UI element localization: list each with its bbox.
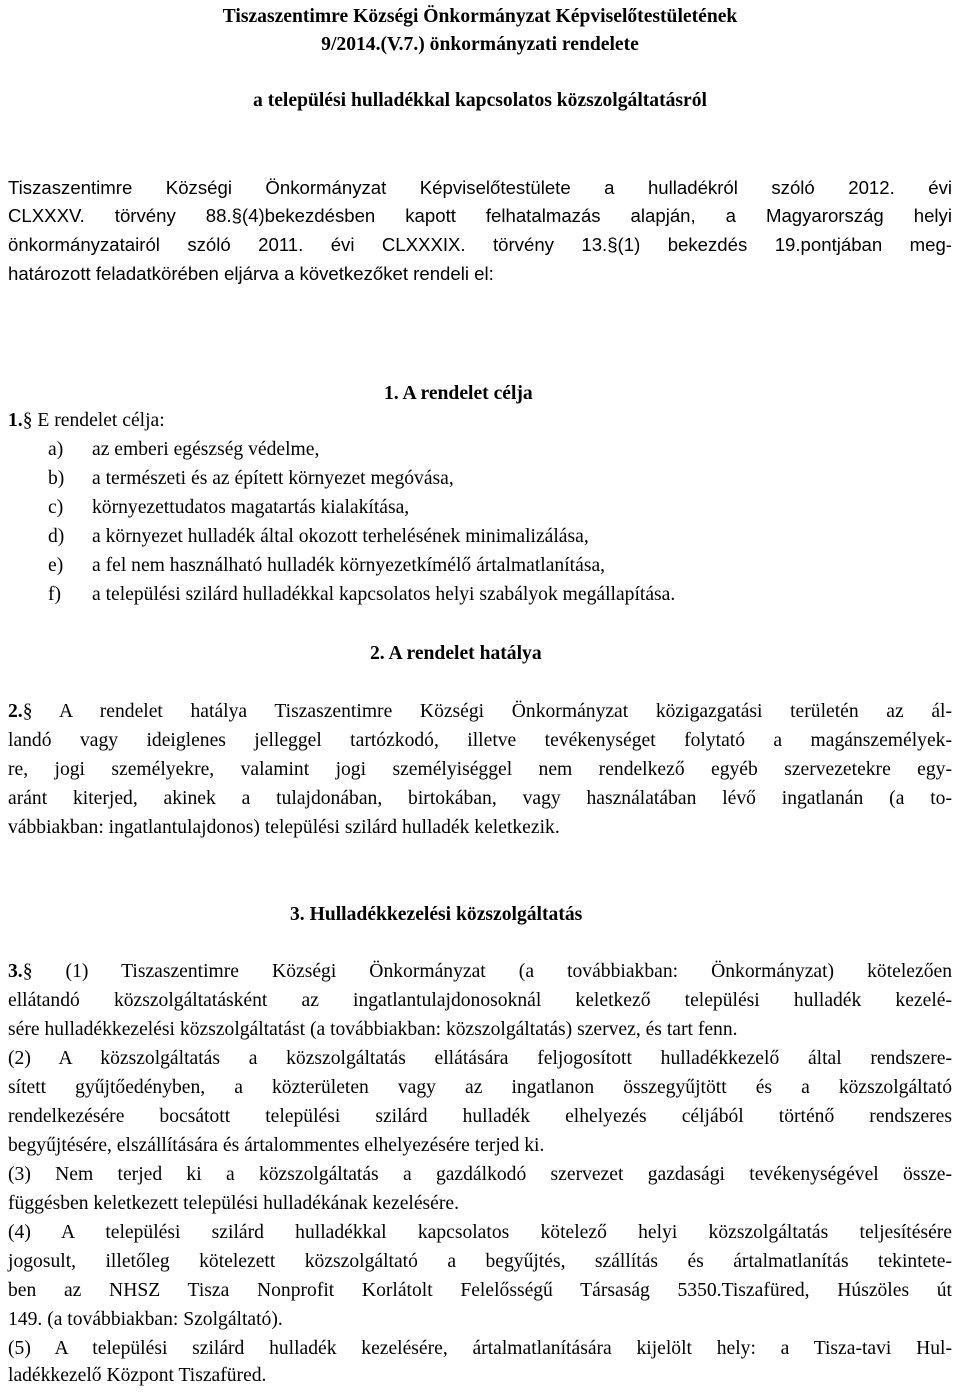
section-2-line: re, jogi személyekre, valamint jogi személyiséggel nem rendelkező egyéb szervezetekre egy- xyxy=(8,759,952,780)
section-3-line: rendelkezésére bocsátott települési szilárd hulladék elhelyezés céljából történő rendszeres xyxy=(8,1106,952,1127)
section-2-line xyxy=(8,698,952,726)
preamble-line: Tiszaszentimre Községi Önkormányzat Képviselőtestülete a hulladékról szóló 2012. évi xyxy=(8,177,952,198)
list-item-text: a fel nem használható hulladék környezetkímélő ártalmatlanítása, xyxy=(92,555,606,576)
section-3-line: 149. (a továbbiakban: Szolgáltató). xyxy=(8,1309,283,1330)
list-item-letter: b) xyxy=(48,468,65,489)
section-3-line: (4) A települési szilárd hulladékkal kapcsolatos kötelező helyi közszolgáltatás teljesítésére xyxy=(8,1222,952,1243)
section-3-heading: 3. Hulladékkezelési közszolgáltatás xyxy=(290,904,583,925)
list-item-text: a környezet hulladék által okozott terhelésének minimalizálása, xyxy=(92,526,589,547)
list-item-letter: d) xyxy=(48,526,65,547)
section-3-line: ellátandó közszolgáltatásként az ingatlantulajdonosoknál keletkező települési hulladék kezelé- xyxy=(8,990,952,1011)
title-line-3: a települési hulladékkal kapcsolatos közszolgáltatásról xyxy=(253,90,707,111)
section-3-line: (2) A közszolgáltatás a közszolgáltatás ellátására feljogosított hulladékkezelő által rendszere- xyxy=(8,1048,952,1069)
section-3-line: jogosult, illetőleg kötelezett közszolgáltató a begyűjtés, szállítás és ártalmatlanítás tekintete- xyxy=(8,1251,952,1272)
section-3-line xyxy=(8,958,952,986)
list-item-letter: f) xyxy=(48,584,62,605)
paragraph-text: § A rendelet hatálya Tiszaszentimre Községi Önkormányzat közigazgatási területén az ál- xyxy=(22,701,952,722)
list-item-text: a természeti és az épített környezet megóvása, xyxy=(92,468,454,489)
list-item-letter: e) xyxy=(48,555,64,576)
preamble-line: CLXXXV. törvény 88.§(4)bekezdésben kapott felhatalmazás alapján, a Magyarország helyi xyxy=(8,205,952,226)
section-1-paragraph xyxy=(8,407,165,435)
section-2-line: landó vagy ideiglenes jelleggel tartózkodó, illetve tevékenységet folytató a magánszemélyek- xyxy=(8,730,952,751)
section-3-line: (5) A települési szilárd hulladék kezelésére, ártalmatlanítására kijelölt hely: a Tisza-tavi Hul- xyxy=(8,1338,952,1359)
section-1-heading: 1. A rendelet célja xyxy=(384,383,533,404)
paragraph-number: 2. xyxy=(8,701,23,722)
section-3-line: függésben keletkezett települési hulladékának kezelésére. xyxy=(8,1193,459,1214)
section-3-line: begyűjtésére, elszállítására és ártalommentes elhelyezésére terjed ki. xyxy=(8,1135,545,1156)
title-line-1: Tiszaszentimre Községi Önkormányzat Képviselőtestületének xyxy=(222,6,738,27)
section-3-line: sített gyűjtőedényben, a közterületen vagy az ingatlanon összegyűjtött és a közszolgáltató xyxy=(8,1077,952,1098)
paragraph-text: § (1) Tiszaszentimre Községi Önkormányzat (a továbbiakban: Önkormányzat) kötelezően xyxy=(22,961,952,982)
section-3-line: (3) Nem terjed ki a közszolgáltatás a gazdálkodó szervezet gazdasági tevékenységével össze- xyxy=(8,1164,952,1185)
preamble-line: önkormányzatairól szóló 2011. évi CLXXXIX. törvény 13.§(1) bekezdés 19.pontjában meg- xyxy=(8,234,952,255)
title-line-2: 9/2014.(V.7.) önkormányzati rendelete xyxy=(321,34,639,55)
section-3-line: sére hulladékkezelési közszolgáltatást (a továbbiakban: közszolgáltatás) szervez, és tart fenn. xyxy=(8,1019,738,1040)
section-2-line: vábbiakban: ingatlantulajdonos) települési szilárd hulladék keletkezik. xyxy=(8,817,560,838)
list-item-text: a települési szilárd hulladékkal kapcsolatos helyi szabályok megállapítása. xyxy=(92,584,676,605)
paragraph-text: § E rendelet célja: xyxy=(22,410,165,431)
section-3-line: ben az NHSZ Tisza Nonprofit Korlátolt Felelősségű Társaság 5350.Tiszafüred, Húszöles út xyxy=(8,1280,952,1301)
section-2-line: aránt kiterjed, akinek a tulajdonában, birtokában, vagy használatában lévő ingatlanán (a to- xyxy=(8,788,952,809)
paragraph-number: 3. xyxy=(8,961,23,982)
paragraph-number: 1. xyxy=(8,410,23,431)
preamble-line: határozott feladatkörében eljárva a következőket rendeli el: xyxy=(8,263,494,284)
section-2-heading: 2. A rendelet hatálya xyxy=(370,643,542,664)
list-item-letter: c) xyxy=(48,497,64,518)
list-item-letter: a) xyxy=(48,439,64,460)
list-item-text: környezettudatos magatartás kialakítása, xyxy=(92,497,410,518)
section-3-line: ladékkezelő Központ Tiszafüred. xyxy=(8,1365,267,1386)
list-item-text: az emberi egészség védelme, xyxy=(92,439,320,460)
